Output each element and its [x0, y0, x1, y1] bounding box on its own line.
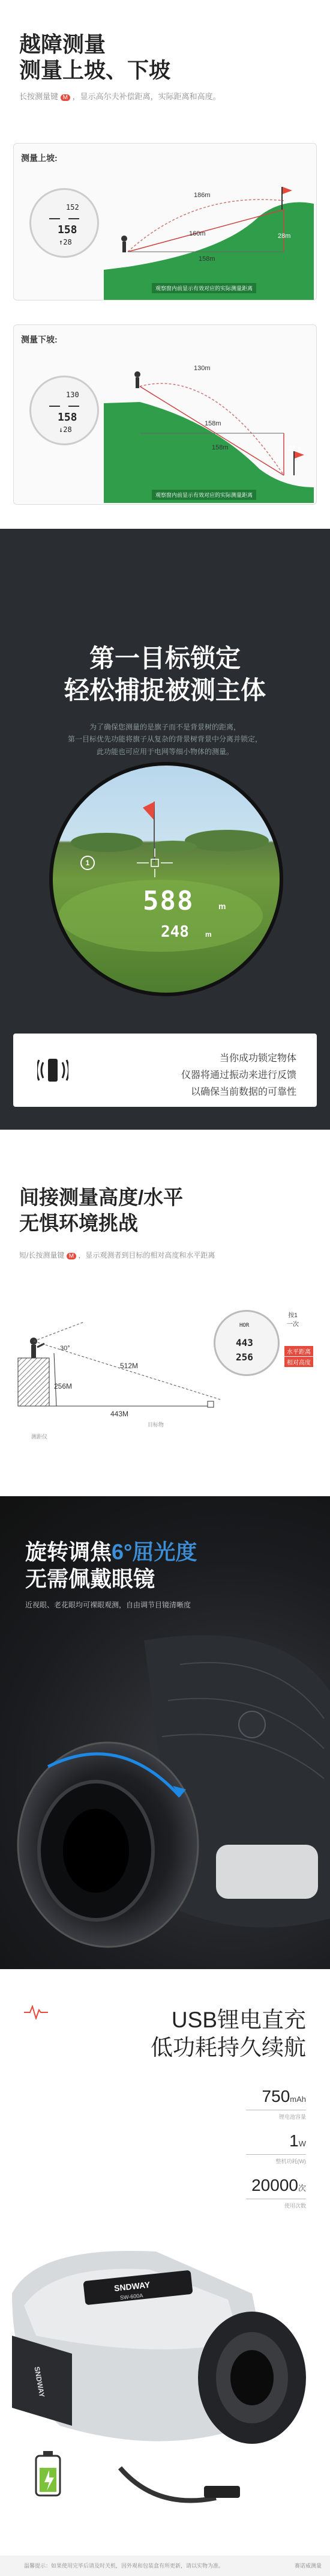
indirect-scope-view	[214, 1310, 280, 1376]
vibration-feedback-card	[13, 1034, 317, 1107]
credit-text: 赛诺威测量	[294, 2563, 322, 2569]
lens-main-reading: 588	[143, 886, 194, 916]
indirect-press-2: 一次	[287, 1321, 299, 1328]
diopter-title-a: 旋转调焦	[25, 1539, 112, 1564]
uphill-distance-2: 160m	[189, 230, 206, 237]
target-lock-desc-1: 为了确保您测量的是旗子而不是背景树的距离，	[89, 723, 241, 731]
lens-sub-unit: m	[205, 930, 212, 939]
diopter-title-line2: 无需佩戴眼镜	[25, 1567, 155, 1591]
target-lock-title-line2: 轻松捕捉被测主体	[64, 675, 266, 704]
indirect-press-1: 按1	[288, 1312, 298, 1319]
footnote-text: 温馨提示：如果使用完毕后请及时关机，因外观和包装盒有所更新，请以实物为准。	[24, 2563, 224, 2569]
target-lock-desc-2: 第一目标优先功能将旗子从复杂的背景树背景中分离并锁定，	[67, 735, 262, 744]
spec-capacity-label: 锂电池容量	[278, 2114, 306, 2120]
vibration-feedback-text	[181, 1050, 296, 1101]
slope-subtitle	[19, 90, 221, 102]
downhill-scope-reading-2: 158	[58, 411, 77, 424]
battery-title-line1: USB锂电直充	[171, 2008, 306, 2032]
downhill-distance-2: 158m	[205, 420, 221, 427]
lens-scene	[53, 766, 280, 993]
footnote-bar	[0, 2556, 330, 2576]
battery-title-line2: 低功耗持久续航	[151, 2035, 306, 2060]
device-side-label: SNDWAY	[32, 2366, 47, 2398]
uphill-caption: 观察窗内前显示有效对应的实际测量距离	[152, 283, 256, 293]
lens-sub-reading: 248	[161, 923, 189, 941]
downhill-scope-reading-3: ↓28	[59, 425, 72, 434]
indirect-sub-prefix: 短/长按测量键	[19, 1251, 65, 1259]
slope-section	[0, 0, 330, 529]
legend-horizontal: 水平距离	[284, 1346, 313, 1356]
indirect-title-line2: 无惧环境挑战	[19, 1211, 138, 1234]
spec-power-unit: W	[298, 2139, 306, 2148]
indirect-sub-suffix: ，显示观测者到目标的相对高度和水平距离	[78, 1251, 215, 1259]
diopter-title-b: 屈光度	[132, 1539, 197, 1564]
downhill-caption: 观察窗内前显示有效对应的实际测量距离	[152, 490, 256, 500]
vibration-line-1: 当你成功锁定物体	[219, 1053, 296, 1064]
uphill-card	[13, 143, 317, 300]
spec-cycles-label: 使用次数	[284, 2203, 306, 2209]
uphill-scope-view	[29, 188, 99, 258]
lens-main-unit: m	[218, 901, 226, 911]
slope-header	[19, 31, 221, 102]
slope-sub-suffix: ，显示高尔夫补偿距离，实际距离和高度。	[72, 92, 221, 102]
indirect-press-note	[287, 1310, 299, 1328]
downhill-distance-3: 158m	[212, 444, 229, 451]
battery-section	[0, 1969, 330, 2576]
downhill-label: 测量下坡:	[21, 335, 58, 344]
pulse-logo-icon	[24, 2005, 48, 2023]
device-model-label: SW-600A	[119, 2292, 143, 2301]
downhill-height: 28m	[289, 445, 302, 452]
uphill-scope-reading-2: 158	[58, 224, 77, 236]
indirect-measure-title	[19, 1185, 183, 1237]
uphill-height: 28m	[278, 233, 291, 240]
target-lock-description	[36, 721, 294, 758]
spec-power-value: 1	[289, 2131, 299, 2150]
indirect-measure-section	[0, 1130, 330, 1496]
indirect-scope-reading-2: 256	[236, 1351, 253, 1363]
spec-capacity-unit: mAh	[290, 2095, 306, 2104]
indirect-angle: 30°	[60, 1345, 70, 1352]
indirect-hypotenuse: 512M	[120, 1362, 139, 1370]
indirect-measure-subtitle	[19, 1250, 215, 1260]
indirect-target-label: 目标物	[148, 1422, 164, 1428]
slope-title-line2: 测量上坡、下坡	[19, 58, 171, 83]
uphill-scope-reading-1: 152	[66, 203, 79, 212]
uphill-distance-1: 186m	[194, 192, 211, 199]
diopter-section	[0, 1496, 330, 1969]
lens-view	[49, 762, 283, 996]
device-brand-label: SNDWAY	[113, 2279, 151, 2294]
indirect-scope-mode: HOR	[239, 1323, 250, 1329]
uphill-label: 测量上坡:	[21, 153, 58, 163]
vibration-line-3: 以确保当前数据的可靠性	[190, 1087, 296, 1097]
downhill-scope-view	[29, 376, 99, 445]
target-lock-desc-3: 此功能也可应用于电网等细小物体的测量。	[96, 747, 233, 756]
downhill-card	[13, 324, 317, 505]
crosshair-icon	[49, 214, 79, 220]
diopter-subtitle: 近视眼、老花眼均可裸眼观测，自由调节目镜清晰度	[25, 1601, 191, 1609]
diopter-title-line1	[25, 1538, 197, 1565]
spec-capacity-value: 750	[262, 2087, 290, 2106]
slope-sub-prefix: 长按测量键	[19, 92, 59, 102]
flag-mode-icon: 1	[80, 856, 95, 870]
target-lock-section	[0, 529, 330, 1130]
spec-power	[246, 2131, 306, 2165]
uphill-distance-3: 158m	[199, 255, 215, 263]
downhill-scope-reading-1: 130	[66, 391, 79, 399]
spec-cycles-unit: 次	[298, 2184, 306, 2193]
diopter-title-highlight: 6°	[112, 1539, 133, 1564]
eyepiece-illustration	[0, 1628, 330, 1969]
uphill-scope-reading-3: ↑28	[59, 238, 72, 246]
measure-key-badge: M	[67, 1253, 76, 1259]
spec-capacity	[246, 2087, 306, 2121]
diopter-title	[25, 1538, 197, 1592]
crosshair-icon	[49, 401, 79, 407]
indirect-scope-reading-1: 443	[236, 1337, 253, 1348]
legend-vertical: 相对高度	[284, 1357, 313, 1367]
battery-title	[151, 2006, 306, 2062]
indirect-height: 256M	[54, 1382, 73, 1390]
indirect-device-label: 测距仪	[31, 1434, 48, 1440]
indirect-title-line1: 间接测量高度/水平	[19, 1186, 184, 1208]
vibration-icon	[37, 1055, 68, 1088]
target-lock-title	[0, 643, 330, 706]
measure-key-badge: M	[61, 94, 70, 101]
spec-power-label: 整机功耗(W)	[275, 2158, 306, 2164]
device-illustration	[0, 2185, 330, 2546]
target-lock-title-line1: 第一目标锁定	[89, 644, 241, 672]
vibration-line-2: 仪器将通过振动来进行反馈	[181, 1070, 296, 1080]
downhill-distance-1: 130m	[194, 365, 211, 372]
slope-title-line1: 越障测量	[19, 32, 106, 56]
spec-cycles-value: 20000	[251, 2176, 298, 2194]
indirect-horizontal: 443M	[110, 1410, 129, 1418]
